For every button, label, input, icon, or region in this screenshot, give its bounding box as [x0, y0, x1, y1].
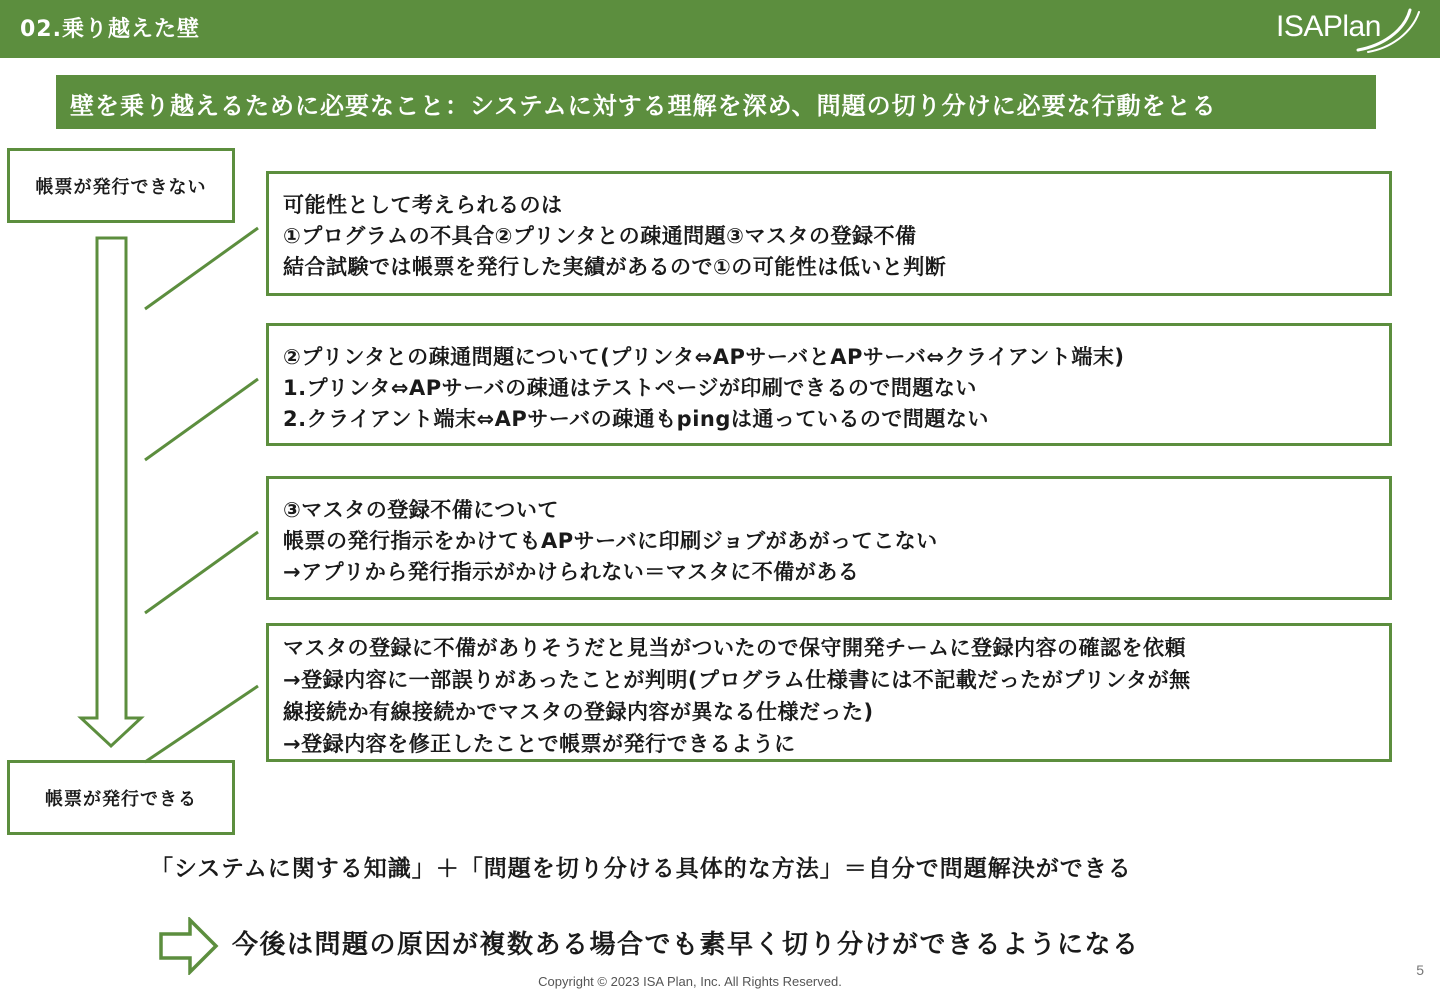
step-text-line: ①プログラムの不具合②プリンタとの疎通問題③マスタの登録不備 [283, 224, 917, 248]
down-arrow-icon [81, 238, 141, 746]
step-text-line: 帳票の発行指示をかけてもAPサーバに印刷ジョブがあがってこない [283, 529, 938, 553]
start-state-box: 帳票が発行できない [7, 148, 235, 223]
step-text-line: ②プリンタとの疎通問題について(プリンタ⇔APサーバとAPサーバ⇔クライアント端末) [283, 345, 1125, 369]
banner-text: 壁を乗り越えるために必要なこと：システムに対する理解を深め、問題の切り分けに必要な行動をとる [70, 92, 1217, 120]
step-text-line: 線接続か有線接続かでマスタの登録内容が異なる仕様だった) [283, 700, 874, 724]
step-text-line: →登録内容に一部誤りがあったことが判明(プログラム仕様書には不記載だったがプリンタが無 [283, 668, 1191, 692]
isaplan-logo [1276, 2, 1426, 56]
step-text-line: 2.クライアント端末⇔APサーバの疎通もpingは通っているので問題ない [283, 407, 989, 431]
step-box-printer-connectivity [266, 323, 1392, 446]
logo-text: ISAPlan [1276, 10, 1381, 43]
end-state-box: 帳票が発行できる [7, 760, 235, 835]
connector-line-1 [145, 228, 258, 309]
step-box-resolution [266, 623, 1392, 762]
conclusion-text: 今後は問題の原因が複数ある場合でも素早く切り分けができるようになる [232, 930, 1140, 960]
right-arrow-icon [158, 917, 220, 975]
copyright-notice: Copyright © 2023 ISA Plan, Inc. All Rights Reserved. [538, 974, 842, 989]
slide-title: 02.乗り越えた壁 [20, 17, 200, 42]
step-box-master-registration [266, 476, 1392, 600]
page-number: 5 [1416, 962, 1424, 978]
step-text-line: マスタの登録に不備がありそうだと見当がついたので保守開発チームに登録内容の確認を依頼 [283, 636, 1186, 660]
connector-line-4 [145, 686, 258, 762]
logo-swoosh-icon [1276, 2, 1426, 56]
flow-connectors [0, 0, 300, 840]
step-text-line: 可能性として考えられるのは [283, 193, 563, 217]
step-text-line: →登録内容を修正したことで帳票が発行できるように [283, 732, 796, 756]
step-box-possibilities [266, 171, 1392, 296]
step-text-line: 1.プリンタ⇔APサーバの疎通はテストページが印刷できるので問題ない [283, 376, 977, 400]
step-text-line: →アプリから発行指示がかけられない＝マスタに不備がある [283, 560, 860, 584]
formula-text: 「システムに関する知識」＋「問題を切り分ける具体的な方法」＝自分で問題解決ができる [150, 856, 1132, 882]
step-text-line: 結合試験では帳票を発行した実績があるので①の可能性は低いと判断 [283, 255, 947, 279]
connector-line-3 [145, 532, 258, 613]
connector-line-2 [145, 379, 258, 460]
step-text-line: ③マスタの登録不備について [283, 498, 559, 522]
